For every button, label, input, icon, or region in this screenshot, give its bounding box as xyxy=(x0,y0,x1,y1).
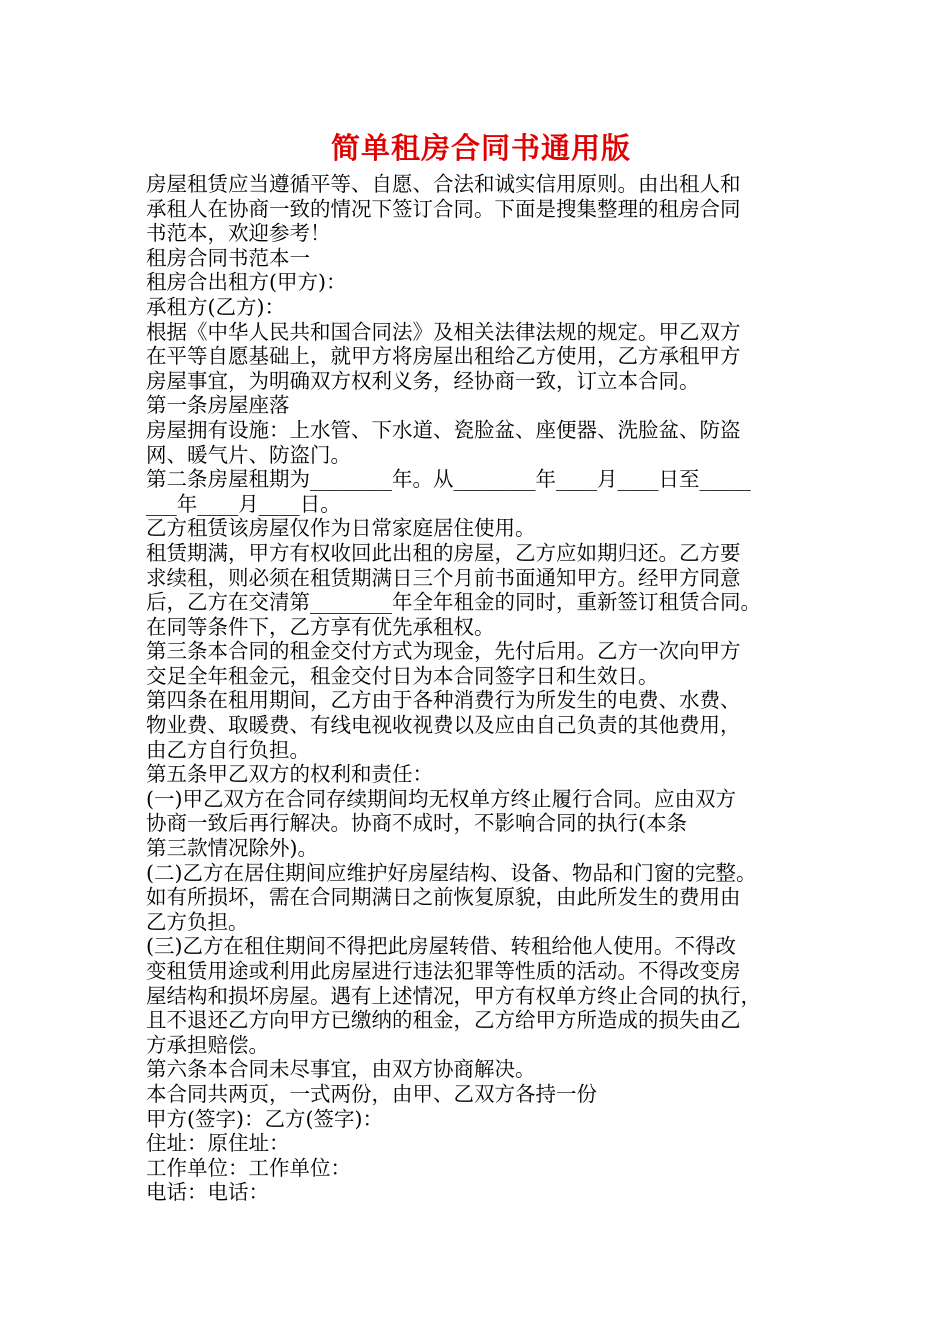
body-line: 第三条本合同的租金交付方式为现金，先付后用。乙方一次向甲方 xyxy=(146,639,741,664)
body-line: 变租赁用途或利用此房屋进行违法犯罪等性质的活动。不得改变房 xyxy=(146,959,741,983)
body-line: 甲方(签字)：乙方(签字)： xyxy=(146,1106,383,1131)
body-line: 由乙方自行负担。 xyxy=(146,737,310,762)
body-line: (一)甲乙双方在合同存续期间均无权单方终止履行合同。应由双方 xyxy=(146,786,736,811)
body-line: 网、暖气片、防盗门。 xyxy=(146,442,351,467)
body-line: 根据《中华人民共和国合同法》及相关法律法规的规定。甲乙双方 xyxy=(146,319,741,344)
body-line: 工作单位：工作单位： xyxy=(146,1155,351,1180)
body-line: 住址：原住址： xyxy=(146,1131,290,1156)
body-line: 在同等条件下，乙方享有优先承租权。 xyxy=(146,614,495,639)
body-line: 本合同共两页，一式两份，由甲、乙双方各持一份 xyxy=(146,1081,597,1106)
body-line: 房屋拥有设施：上水管、下水道、瓷脸盆、座便器、洗脸盆、防盗 xyxy=(146,417,741,442)
body-line: 第三款情况除外)。 xyxy=(146,836,318,861)
body-line: 协商一致后再行解决。协商不成时，不影响合同的执行(本条 xyxy=(146,811,687,836)
body-line: 第二条房屋租期为________年。从________年____月____日至_____ xyxy=(146,467,751,492)
document-title: 简单租房合同书通用版 xyxy=(330,131,631,165)
body-line: 且不退还乙方向甲方已缴纳的租金，乙方给甲方所造成的损失由乙 xyxy=(146,1008,741,1033)
body-line: 租赁期满，甲方有权收回此出租的房屋，乙方应如期归还。乙方要 xyxy=(146,540,741,565)
body-line: 第六条本合同未尽事宜，由双方协商解决。 xyxy=(146,1057,536,1082)
body-line: 求续租，则必须在租赁期满日三个月前书面通知甲方。经甲方同意 xyxy=(146,565,741,590)
body-line: 承租人在协商一致的情况下签订合同。下面是搜集整理的租房合同 xyxy=(146,196,741,221)
document-page xyxy=(146,128,816,1205)
body-line: 电话：电话： xyxy=(146,1180,269,1205)
body-line: 方承担赔偿。 xyxy=(146,1032,269,1057)
body-line: 后，乙方在交清第________年全年租金的同时，重新签订租赁合同。 xyxy=(146,590,761,615)
body-line: 房屋租赁应当遵循平等、自愿、合法和诚实信用原则。由出租人和 xyxy=(146,172,741,196)
body-line: 乙方租赁该房屋仅作为日常家庭居住使用。 xyxy=(146,516,536,541)
body-line: 如有所损坏，需在合同期满日之前恢复原貌，由此所发生的费用由 xyxy=(146,885,741,910)
body-line: 租房合同书范本一 xyxy=(146,245,310,270)
body-line: 在平等自愿基础上，就甲方将房屋出租给乙方使用，乙方承租甲方 xyxy=(146,344,741,369)
body-line: 交足全年租金元，租金交付日为本合同签字日和生效日。 xyxy=(146,663,659,688)
body-line: ___年____月____日。 xyxy=(146,491,341,516)
body-line: 房屋事宜，为明确双方权利义务，经协商一致，订立本合同。 xyxy=(146,368,700,393)
body-line: 物业费、取暖费、有线电视收视费以及应由自己负责的其他费用， xyxy=(146,713,741,738)
body-line: 租房合出租方(甲方)： xyxy=(146,270,347,295)
body-line: 第四条在租用期间，乙方由于各种消费行为所发生的电费、水费、 xyxy=(146,688,741,713)
body-line: 第五条甲乙双方的权利和责任： xyxy=(146,762,433,787)
body-line: (三)乙方在租住期间不得把此房屋转借、转租给他人使用。不得改 xyxy=(146,934,736,959)
body-line: (二)乙方在居住期间应维护好房屋结构、设备、物品和门窗的完整。 xyxy=(146,860,757,885)
body-line: 承租方(乙方)： xyxy=(146,294,285,319)
body-line: 第一条房屋座落 xyxy=(146,393,290,418)
body-line: 屋结构和损坏房屋。遇有上述情况，甲方有权单方终止合同的执行， xyxy=(146,983,761,1008)
body-line: 乙方负担。 xyxy=(146,909,249,934)
body-line: 书范本，欢迎参考！ xyxy=(146,221,331,246)
document-body xyxy=(146,172,816,1205)
